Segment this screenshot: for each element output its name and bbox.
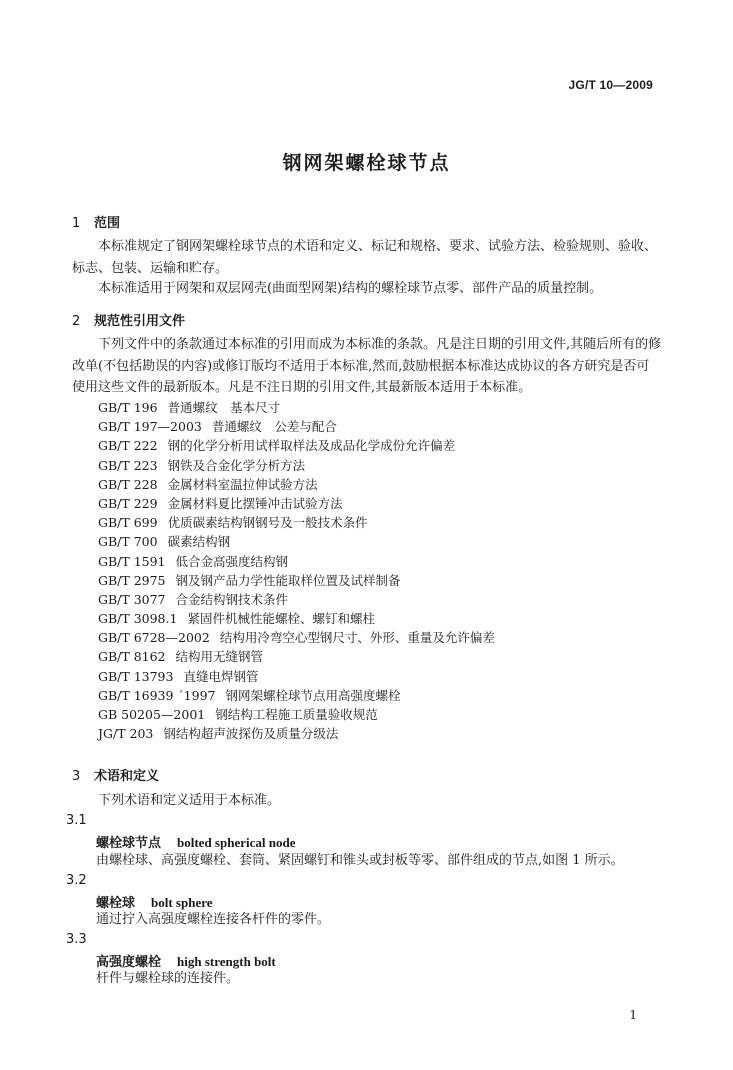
reference-code: GB/T 222 bbox=[98, 438, 158, 454]
reference-title: 钢结构超声波探伤及质量分级法 bbox=[163, 726, 339, 742]
section-1-heading bbox=[72, 212, 120, 231]
reference-item bbox=[98, 532, 495, 551]
reference-item bbox=[98, 417, 495, 436]
section-1-number: 1 bbox=[72, 216, 81, 231]
reference-title: 低合金高强度结构钢 bbox=[175, 553, 289, 569]
term-zh: 高强度螺栓 bbox=[96, 955, 162, 970]
reference-item bbox=[98, 552, 495, 571]
reference-item bbox=[98, 705, 495, 724]
reference-title: 结构用无缝钢管 bbox=[175, 649, 264, 665]
reference-code: GB/T 223 bbox=[98, 457, 158, 473]
reference-title: 金属材料夏比摆锤冲击试验方法 bbox=[167, 495, 343, 511]
reference-title: 钢网架螺栓球节点用高强度螺栓 bbox=[225, 687, 401, 703]
reference-code: GB/T 3077 bbox=[98, 591, 166, 607]
term-zh: 螺栓球节点 bbox=[96, 836, 162, 851]
reference-code: GB/T 228 bbox=[98, 476, 158, 492]
section-2-number: 2 bbox=[72, 314, 81, 329]
term-en: high strength bolt bbox=[177, 954, 276, 969]
page-number: 1 bbox=[629, 1008, 637, 1022]
reference-item bbox=[98, 456, 495, 475]
reference-item bbox=[98, 513, 495, 532]
section-2-heading bbox=[72, 310, 185, 329]
reference-item bbox=[98, 436, 495, 455]
reference-title: 金属材料室温拉伸试验方法 bbox=[167, 476, 318, 492]
section-1-paragraph-1: 本标准规定了钢网架螺栓球节点的术语和定义、标记和规格、要求、试验方法、检验规则、验收、标志、包装、运输和贮存。 bbox=[72, 239, 658, 276]
term-en: bolted spherical node bbox=[177, 835, 296, 850]
section-2-title: 规范性引用文件 bbox=[94, 314, 186, 329]
document-title: 钢网架螺栓球节点 bbox=[282, 152, 451, 174]
reference-code: GB/T 229 bbox=[98, 495, 158, 511]
reference-title: 碳素结构钢 bbox=[167, 534, 231, 550]
term-number: 3.3 bbox=[66, 932, 87, 947]
term-en: bolt sphere bbox=[151, 895, 213, 910]
reference-code: GB/T 8162 bbox=[98, 649, 166, 665]
reference-title: 合金结构钢技术条件 bbox=[175, 591, 289, 607]
reference-code: GB/T 13793 bbox=[98, 668, 174, 684]
reference-title: 钢结构工程施工质量验收规范 bbox=[215, 707, 378, 722]
reference-code: GB 50205—2001 bbox=[98, 707, 206, 722]
reference-item bbox=[98, 686, 495, 705]
reference-title: 结构用冷弯空心型钢尺寸、外形、重量及允许偏差 bbox=[219, 630, 495, 646]
reference-item bbox=[98, 398, 495, 417]
reference-code: GB/T 16939 ˊ1997 bbox=[98, 687, 216, 703]
term-heading bbox=[96, 832, 295, 851]
term-definition: 杆件与螺栓球的连接件。 bbox=[96, 971, 240, 986]
reference-code: JG/T 203 bbox=[98, 726, 154, 742]
section-3-heading bbox=[72, 765, 159, 784]
reference-item bbox=[98, 724, 495, 743]
term-heading bbox=[96, 892, 213, 911]
term-definition: 由螺栓球、高强度螺栓、套筒、紧固螺钉和锥头或封板等零、部件组成的节点,如图 1 所示。 bbox=[96, 853, 624, 868]
reference-code: GB/T 6728—2002 bbox=[98, 630, 210, 646]
reference-code: GB/T 197—2003 bbox=[98, 419, 202, 435]
term-number: 3.2 bbox=[66, 873, 87, 888]
reference-item bbox=[98, 609, 495, 628]
reference-title: 普通螺纹 基本尺寸 bbox=[167, 400, 281, 415]
reference-code: GB/T 2975 bbox=[98, 572, 166, 588]
reference-title: 优质碳素结构钢钢号及一般技术条件 bbox=[167, 515, 368, 531]
reference-code: GB/T 196 bbox=[98, 400, 158, 415]
term-heading bbox=[96, 951, 276, 970]
section-1-paragraph-2: 本标准适用于网架和双层网壳(曲面型网架)结构的螺栓球节点零、部件产品的质量控制。 bbox=[98, 281, 603, 296]
section-2-intro: 下列文件中的条款通过本标准的引用而成为本标准的条款。凡是注日期的引用文件,其随后所有的修改单(不包括勘误的内容)或修订版均不适用于本标准,然而,鼓励根据本标准达成协议的各方研究是否可使用这些文件的最新版本。凡是不注日期的引用文件,其最新版本适用于本标准。 bbox=[72, 337, 662, 395]
reference-code: GB/T 700 bbox=[98, 534, 158, 550]
reference-title: 钢铁及合金化学分析方法 bbox=[167, 457, 306, 473]
reference-item bbox=[98, 647, 495, 666]
reference-code: GB/T 3098.1 bbox=[98, 611, 178, 627]
term-number: 3.1 bbox=[66, 813, 87, 828]
reference-title: 钢及钢产品力学性能取样位置及试样制备 bbox=[175, 572, 401, 588]
reference-code: GB/T 1591 bbox=[98, 553, 166, 569]
reference-title: 紧固件机械性能螺栓、螺钉和螺柱 bbox=[187, 611, 375, 627]
standard-code: JG/T 10—2009 bbox=[568, 78, 653, 92]
reference-item bbox=[98, 494, 495, 513]
section-1-title: 范围 bbox=[94, 216, 121, 231]
term-definition: 通过拧入高强度螺栓连接各杆件的零件。 bbox=[96, 912, 331, 927]
reference-item bbox=[98, 475, 495, 494]
reference-code: GB/T 699 bbox=[98, 515, 158, 531]
reference-item bbox=[98, 571, 495, 590]
reference-item bbox=[98, 667, 495, 686]
section-3-title: 术语和定义 bbox=[94, 769, 160, 784]
reference-title: 钢的化学分析用试样取样法及成品化学成份允许偏差 bbox=[167, 438, 456, 454]
reference-list bbox=[98, 398, 495, 743]
reference-title: 直缝电焊钢管 bbox=[183, 668, 259, 684]
reference-item bbox=[98, 628, 495, 647]
reference-item bbox=[98, 590, 495, 609]
section-3-intro: 下列术语和定义适用于本标准。 bbox=[98, 793, 281, 808]
reference-title: 普通螺纹 公差与配合 bbox=[211, 419, 337, 435]
term-zh: 螺栓球 bbox=[96, 896, 136, 911]
section-3-number: 3 bbox=[72, 769, 81, 784]
